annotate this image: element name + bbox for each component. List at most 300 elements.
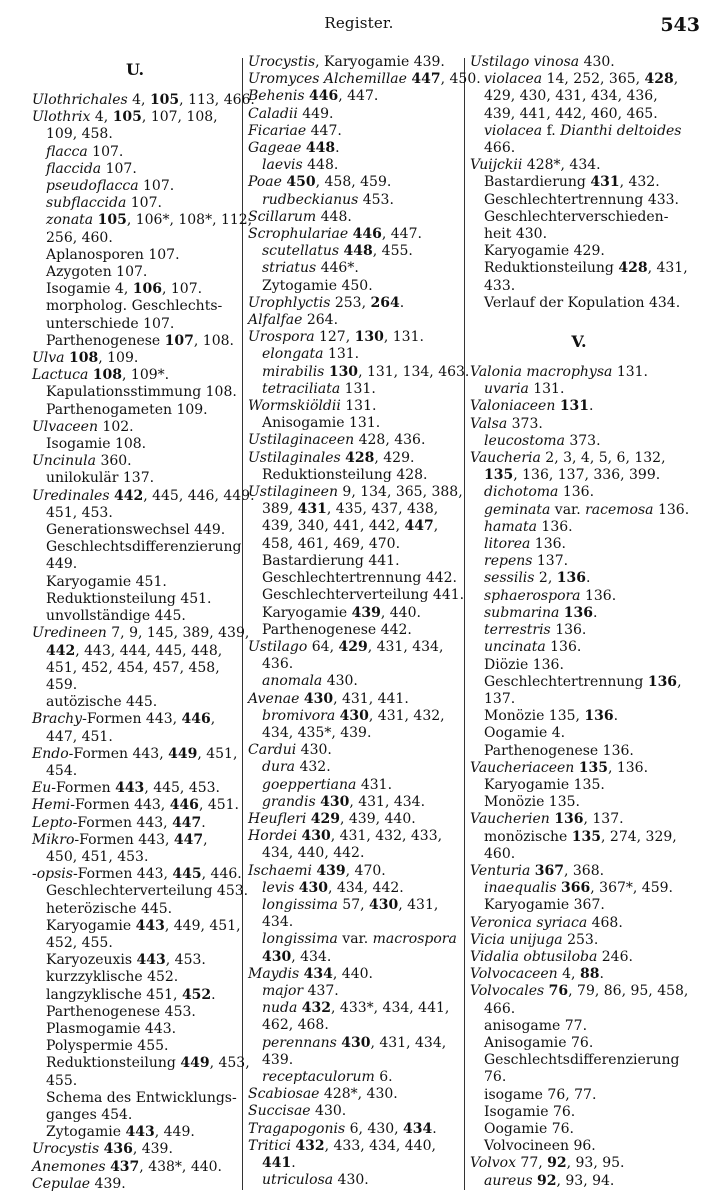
taxon-name: sessilis (484, 570, 535, 587)
main-page-ref: 432 (301, 1000, 332, 1017)
taxon-name: Uredineen (32, 625, 107, 642)
entry-text: Reduktionsteilung (46, 1055, 181, 1072)
entry-text: Karyogamie 135. (484, 776, 605, 793)
index-entry (248, 123, 458, 140)
page-refs: , 137. (583, 811, 624, 828)
entry-text: 446*. (316, 260, 359, 277)
entry-text: 102. (97, 418, 134, 435)
page-number: 543 (660, 14, 700, 36)
index-entry (248, 1069, 458, 1086)
main-page-ref: 88 (579, 966, 600, 983)
index-entry (248, 691, 458, 708)
entry-text: unilokulär 137. (46, 470, 155, 487)
page-refs: , 106*, 108*, 112, (126, 212, 253, 229)
index-entry (248, 1138, 458, 1155)
entry-text: 6. (374, 1068, 393, 1085)
main-page-ref: 443 (115, 780, 145, 797)
entry-text: Isogamie 4, (46, 281, 133, 298)
entry-text: 430. (579, 54, 615, 70)
index-entry (470, 657, 688, 674)
index-entry (248, 518, 458, 535)
index-entry (470, 174, 688, 191)
main-page-ref: 450 (286, 174, 316, 191)
taxon-name: Ustilaginaceen (248, 432, 355, 449)
index-column-3 (470, 54, 688, 1190)
entry-text: Zytogamie (46, 1124, 126, 1141)
continuation-text: 460. (484, 845, 516, 862)
index-entry (248, 1172, 458, 1189)
taxon-name: Poae (248, 174, 282, 191)
index-column-2 (248, 54, 481, 1189)
index-entry (470, 949, 688, 966)
entry-text: -Formen (51, 780, 116, 797)
entry-text: Karyozeuxis (46, 952, 137, 969)
entry-text: Geschlechtsdifferenzierung (484, 1052, 680, 1069)
page-refs: 4, (90, 109, 113, 126)
taxon-name: longissima (262, 896, 338, 913)
entry-text: Parthenogenese 136. (484, 742, 634, 759)
index-entry (248, 1035, 458, 1052)
taxon-name: Avenae (248, 690, 300, 707)
taxon-name: Veronica syriaca (470, 914, 588, 931)
continuation-text: heit 430. (484, 226, 548, 243)
continuation-text: unterschiede 107. (46, 315, 175, 332)
entry-text: Diözie 136. (484, 656, 564, 673)
main-page-ref: 136 (563, 604, 594, 621)
index-entry (32, 643, 238, 660)
page-refs: , 367*, 459. (590, 880, 673, 897)
index-entry (32, 470, 238, 487)
entry-text: Parthenogenese (46, 332, 165, 349)
entry-text: -Formen 443, (70, 797, 170, 814)
index-entry (32, 1055, 250, 1072)
index-entry (470, 605, 688, 622)
index-entry (470, 639, 688, 656)
taxon-name: Endo (32, 745, 69, 762)
entry-text: -Formen 443, (72, 866, 173, 883)
index-entry (32, 1159, 238, 1176)
index-entry (32, 1090, 238, 1107)
index-entry (248, 209, 458, 226)
page-refs: , 449. (154, 1124, 195, 1141)
index-entry (470, 897, 688, 914)
index-entry (248, 725, 458, 742)
entry-text: 136. (580, 587, 617, 604)
taxon-name: terrestris (484, 622, 551, 639)
continuation-text: 137. (484, 690, 516, 707)
entry-text: 131. (340, 398, 377, 415)
page-refs: , 453. (165, 952, 206, 969)
index-entry (248, 708, 458, 725)
entry-text: Karyogamie 367. (484, 897, 605, 914)
main-page-ref: 443 (135, 917, 165, 934)
index-entry (470, 794, 688, 811)
main-page-ref: 92 (547, 1155, 567, 1172)
entry-text: -Formen 443, (82, 711, 182, 728)
taxon-name: dura (262, 759, 296, 776)
main-page-ref: 442 (113, 487, 144, 504)
entry-text: 453. (358, 191, 394, 208)
main-page-ref: 107 (164, 332, 194, 349)
continuation-text: ganges 454. (46, 1106, 133, 1123)
continuation-text: 451, 453. (46, 504, 113, 521)
page-refs: , 107. (161, 281, 203, 298)
index-entry (248, 174, 458, 191)
main-page-ref: 443 (136, 952, 166, 969)
index-entry (248, 656, 458, 673)
continuation-text: 434. (262, 914, 294, 931)
index-entry (470, 811, 688, 828)
index-entry (248, 1121, 458, 1138)
entry-text: Azygoten 107. (46, 264, 148, 281)
index-entry (248, 106, 458, 123)
page-refs: 77, (515, 1155, 548, 1172)
index-entry (32, 161, 238, 178)
main-page-ref: 442 (46, 642, 76, 659)
main-page-ref: 448 (305, 140, 336, 157)
index-entry (32, 539, 242, 556)
index-entry (32, 264, 238, 281)
taxon-name: anomala (262, 673, 323, 690)
entry-text: Bastardierung 441. (262, 552, 400, 569)
taxon-name: rudbeckianus (262, 191, 359, 208)
index-entry (248, 260, 458, 277)
taxon-name: uncinata (484, 639, 546, 656)
taxon-name: bromivora (262, 707, 336, 724)
taxon-name: mirabilis (262, 363, 325, 380)
index-entry (248, 226, 458, 243)
index-entry (32, 883, 249, 900)
index-entry (248, 570, 458, 587)
index-entry (470, 553, 688, 570)
page-refs: 4, (557, 966, 580, 983)
taxon-name: scutellatus (262, 243, 340, 260)
taxon-name: racemosa (585, 501, 654, 518)
index-entry (248, 931, 458, 948)
taxon-name: Lepto (32, 814, 73, 831)
page-refs: . (589, 398, 594, 415)
entry-text: -Formen 443, (74, 831, 174, 848)
taxon-name: goeppertiana (262, 776, 357, 793)
page-refs: 2, (534, 570, 557, 587)
taxon-name: subflaccida (46, 195, 127, 212)
index-entry (32, 436, 238, 453)
main-page-ref: 430 (301, 828, 331, 845)
entry-text: Aplanosporen 107. (46, 246, 180, 263)
page-refs: 6, 430, (345, 1120, 404, 1137)
index-entry (32, 144, 238, 161)
index-entry (470, 71, 688, 88)
index-entry (470, 1035, 688, 1052)
index-entry (248, 553, 458, 570)
index-entry (470, 260, 688, 277)
index-entry (470, 1069, 688, 1086)
entry-text: monözische (484, 828, 572, 845)
page-refs: , 431, (398, 896, 439, 913)
main-page-ref: 130 (328, 363, 359, 380)
taxon-name: Uncinula (32, 453, 96, 470)
entry-text: Reduktionsteilung (484, 260, 619, 277)
page-refs: . (291, 1155, 296, 1171)
index-entry (32, 1038, 238, 1055)
index-entry (470, 983, 688, 1000)
running-head: Register. (324, 14, 394, 32)
index-entry (248, 329, 458, 346)
entry-text: 9, 134, 365, 388, (337, 484, 463, 501)
continuation-text: 436. (262, 656, 294, 673)
taxon-name: Vidalia obtusiloba (470, 948, 598, 965)
taxon-name: Hordei (248, 828, 298, 845)
page-refs: . (201, 814, 206, 831)
page-refs: , 451, (197, 745, 238, 762)
page-refs: , 109. (98, 350, 139, 367)
page-refs: , 431, (647, 260, 688, 277)
index-entry (32, 384, 238, 401)
index-entry (248, 673, 458, 690)
continuation-text: 466. (484, 1000, 516, 1017)
index-entry (470, 932, 688, 949)
entry-text: Kapulationsstimmung 108. (46, 384, 237, 401)
main-page-ref: 108 (92, 367, 123, 384)
section-letter: V. (571, 332, 587, 352)
index-entry (470, 863, 688, 880)
taxon-name: Volvocaceen (470, 966, 558, 983)
main-page-ref: 434 (403, 1120, 433, 1137)
main-page-ref: 434 (303, 965, 333, 982)
index-entry (248, 897, 458, 914)
page-refs: , 470. (345, 862, 386, 879)
index-entry (32, 711, 238, 728)
index-entry (470, 743, 688, 760)
index-entry (470, 1121, 688, 1138)
entry-text: 107. (87, 143, 124, 160)
continuation-text: 256, 460. (46, 229, 113, 246)
main-page-ref: 428 (644, 71, 674, 88)
entry-text: heterözische 445. (46, 900, 173, 917)
index-entry (470, 880, 688, 897)
page-refs: , 439, 440. (340, 810, 416, 827)
index-entry (470, 209, 688, 226)
entry-text: langzyklische 451, (46, 986, 182, 1003)
index-entry (248, 983, 458, 1000)
index-entry (248, 192, 458, 209)
main-page-ref: 136 (584, 708, 614, 725)
index-entry (470, 777, 688, 794)
page-refs: , 368. (563, 862, 605, 879)
entry-text: var. (550, 501, 586, 518)
entry-text: 373. (564, 432, 601, 449)
main-page-ref: 136 (647, 673, 678, 690)
index-entry (32, 677, 238, 694)
page-refs: , 431, 432, 433, (330, 828, 443, 845)
taxon-name: longissima (262, 931, 338, 948)
main-page-ref: 429 (338, 638, 368, 655)
entry-text: 373. (507, 415, 543, 432)
index-entry (248, 1017, 458, 1034)
index-entry (32, 367, 238, 384)
main-page-ref: 447 (411, 71, 441, 88)
main-page-ref: 105 (112, 109, 142, 126)
taxon-name: Uredinales (32, 487, 110, 504)
index-entry (248, 1103, 458, 1120)
index-entry (32, 230, 238, 247)
entry-text: Geschlechtertrennung 433. (484, 191, 679, 208)
taxon-name: perennans (262, 1034, 337, 1051)
index-entry (32, 780, 238, 797)
index-entry (470, 708, 688, 725)
index-entry (32, 402, 238, 419)
page-refs: , 93, 95. (566, 1155, 625, 1172)
page-refs: . (335, 140, 340, 157)
index-entry (248, 966, 458, 983)
index-entry (470, 467, 688, 484)
index-entry (248, 587, 465, 604)
entry-text: Anisogamie 131. (262, 415, 381, 432)
entry-text: 430. (310, 1103, 347, 1120)
entry-text: 448. (302, 157, 339, 174)
entry-text: 447. (306, 122, 342, 139)
index-entry (470, 450, 688, 467)
entry-text: 449. (297, 105, 334, 122)
page-refs: , 429. (374, 449, 415, 466)
taxon-name: receptaculorum (262, 1068, 375, 1085)
main-page-ref: 446 (169, 797, 199, 814)
index-entry (32, 917, 241, 935)
index-entry (32, 247, 238, 264)
main-page-ref: 449 (168, 745, 198, 762)
entry-text: 428, 436. (354, 432, 426, 449)
index-entry (470, 433, 688, 450)
page-refs: , 93, 94. (556, 1172, 615, 1189)
index-entry (248, 794, 458, 811)
column-rule (464, 58, 465, 1190)
continuation-text: 433. (484, 277, 516, 294)
index-entry (32, 1021, 238, 1038)
index-entry (470, 123, 688, 140)
main-page-ref: 447 (172, 814, 202, 831)
main-page-ref: 130 (354, 329, 384, 346)
index-entry (470, 536, 688, 553)
index-entry (32, 763, 238, 780)
taxon-name: Gageae (248, 140, 302, 157)
main-page-ref: 131 (559, 398, 590, 415)
taxon-name: Ulothrix (32, 109, 91, 126)
entry-text: Verlauf der Kopulation 434. (484, 294, 681, 311)
page-refs: , 107, 108, (141, 109, 218, 126)
main-page-ref: 106 (132, 281, 162, 298)
index-entry (32, 195, 238, 212)
main-page-ref: 452 (181, 986, 212, 1003)
index-entry (32, 866, 242, 883)
main-page-ref: 264 (370, 294, 400, 311)
page-refs: . (432, 1120, 437, 1137)
entry-text: 136. (536, 518, 573, 535)
page-refs: , 434, 442. (328, 879, 404, 896)
main-page-ref: 432 (295, 1137, 325, 1154)
index-entry (470, 398, 688, 415)
taxon-name: zonata (46, 212, 94, 229)
page-refs: , 433, 434, 440, (324, 1137, 436, 1154)
main-page-ref: 448 (343, 243, 373, 260)
continuation-text: 455. (46, 1072, 78, 1089)
index-entry (248, 914, 458, 931)
index-entry (470, 381, 688, 398)
page-refs: , 431, 434, (367, 638, 444, 655)
section-gap (470, 312, 688, 328)
main-page-ref: 108 (69, 350, 99, 367)
taxon-name: Mikro (32, 831, 75, 848)
index-entry (470, 622, 688, 639)
continuation-text: 447, 451. (46, 728, 113, 745)
main-page-ref: 429 (310, 810, 340, 827)
taxon-name: Caladii (248, 105, 298, 122)
entry-text: Oogamie 76. (484, 1120, 574, 1137)
index-entry (32, 832, 238, 849)
taxon-name: Scillarum (248, 208, 317, 225)
continuation-text: 459. (46, 676, 78, 693)
taxon-name: elongata (262, 346, 324, 363)
taxon-name: repens (484, 553, 533, 570)
index-entry (470, 1001, 688, 1018)
main-page-ref: 105 (149, 92, 180, 108)
index-entry (248, 140, 458, 157)
index-entry (32, 419, 238, 436)
main-page-ref: 136 (554, 811, 584, 828)
taxon-name: inaequalis (484, 880, 557, 897)
page-refs: , 440. (380, 604, 421, 621)
index-entry (32, 1141, 238, 1158)
entry-text: Reduktionsteilung 428. (262, 466, 428, 483)
entry-text: 430. (333, 1172, 369, 1189)
index-entry (32, 505, 238, 522)
main-page-ref: 430 (339, 707, 369, 724)
index-entry (248, 880, 458, 897)
page-refs: , 446. (201, 866, 242, 883)
entry-text: 7, 9, 145, 389, 439, (106, 625, 250, 642)
main-page-ref: 431 (297, 501, 327, 518)
index-entry (470, 54, 688, 71)
index-entry (32, 625, 250, 642)
main-page-ref: 430 (303, 690, 334, 707)
continuation-text: 434, 440, 442. (262, 845, 365, 862)
main-page-ref: 446 (352, 226, 382, 243)
main-page-ref: 437 (110, 1158, 140, 1175)
page-refs: , 274, 329, (601, 828, 677, 845)
main-page-ref: 445 (172, 866, 202, 883)
entry-text: 107. (101, 160, 137, 177)
taxon-name: uvaria (484, 381, 529, 398)
index-entry (470, 1155, 688, 1172)
page-refs: . (613, 708, 619, 725)
main-page-ref: 447 (173, 831, 204, 848)
taxon-name: Valoniaceen (470, 398, 556, 415)
entry-text: Geschlechtertrennung (484, 673, 648, 690)
entry-text: 432. (295, 759, 331, 776)
taxon-name: pseudoflacca (46, 178, 139, 195)
index-entry (32, 901, 238, 918)
page-refs: , 440. (332, 965, 373, 982)
entry-text: -Formen 443, (72, 814, 173, 831)
index-entry (32, 797, 238, 814)
page-refs: , 79, 86, 95, 458, (568, 983, 689, 1000)
taxon-name: Vuijckii (470, 157, 523, 174)
index-entry (32, 1176, 238, 1193)
index-entry (248, 863, 458, 880)
entry-text: f. (542, 122, 561, 139)
index-entry (470, 364, 688, 381)
entry-text: 439. (90, 1175, 126, 1192)
index-entry (470, 1104, 688, 1121)
